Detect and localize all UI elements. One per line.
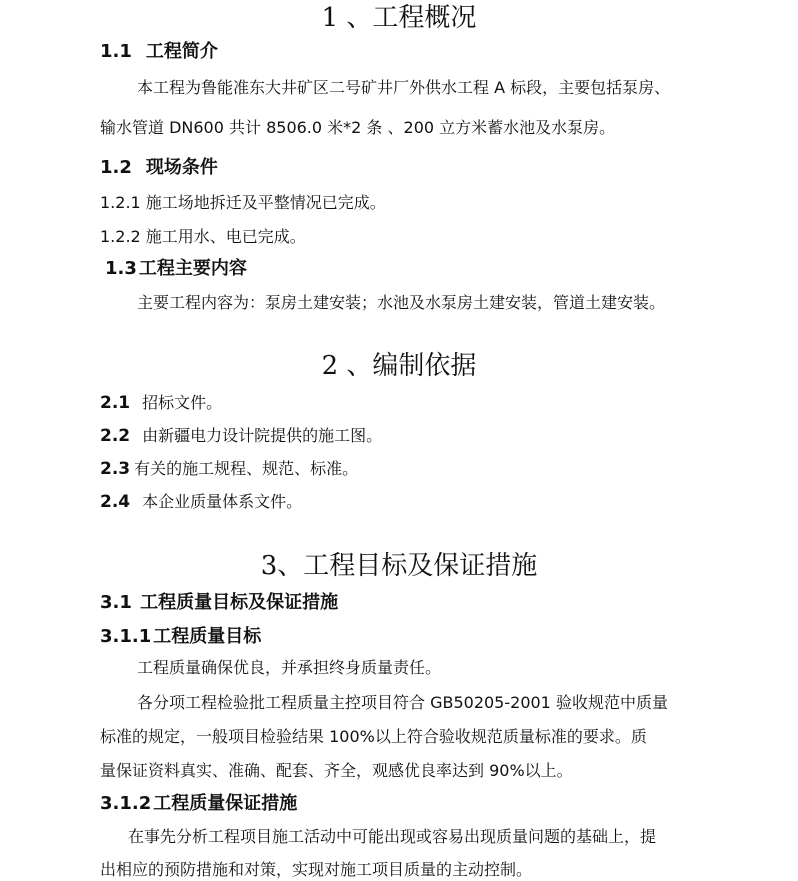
list-item: 1.2.2 施工用水、电已完成。 bbox=[100, 227, 306, 246]
paragraph-line: 标准的规定，一般项目检验结果 100%以上符合验收规范质量标准的要求。质 bbox=[100, 727, 647, 746]
paragraph-line: 本工程为鲁能准东大井矿区二号矿井厂外供水工程 A 标段，主要包括泵房、 bbox=[137, 78, 671, 97]
item-text: 由新疆电力设计院提供的施工图。 bbox=[142, 426, 383, 445]
subsection-title: 工程简介 bbox=[145, 41, 218, 62]
subsection-title: 工程质量目标 bbox=[153, 626, 262, 647]
subsection-number: 1.3 bbox=[105, 258, 137, 279]
subsection-heading-3-1-1 bbox=[100, 625, 261, 649]
paragraph-line: 各分项工程检验批工程质量主控项目符合 GB50205-2001 验收规范中质量 bbox=[137, 693, 668, 712]
item-number: 2.1 bbox=[100, 393, 131, 413]
subsection-number: 3.1.2 bbox=[100, 793, 152, 814]
paragraph-line: 输水管道 DN600 共计 8506.0 米*2 条 、200 立方米蓄水池及水泵房。 bbox=[100, 118, 616, 137]
item-number: 2.3 bbox=[100, 459, 131, 479]
subsection-title: 现场条件 bbox=[145, 157, 218, 178]
subsection-heading-3-1-2 bbox=[100, 792, 297, 816]
list-item bbox=[100, 458, 358, 480]
item-number: 2.2 bbox=[100, 426, 131, 446]
paragraph-line: 工程质量确保优良，并承担终身质量责任。 bbox=[137, 658, 442, 677]
list-item bbox=[100, 491, 302, 513]
section-title-2: 2 、编制依据 bbox=[321, 351, 477, 381]
section-title-1: 1 、工程概况 bbox=[321, 3, 477, 33]
subsection-number: 3.1.1 bbox=[100, 626, 152, 647]
subsection-number: 3.1 bbox=[100, 592, 132, 613]
paragraph-line: 出相应的预防措施和对策，实现对施工项目质量的主动控制。 bbox=[100, 860, 533, 879]
item-text: 有关的施工规程、规范、标准。 bbox=[134, 459, 359, 478]
subsection-heading-1-3 bbox=[105, 257, 247, 281]
list-item bbox=[100, 392, 222, 414]
subsection-number: 1.1 bbox=[100, 41, 132, 62]
paragraph-line: 主要工程内容为：泵房土建安装；水池及水泵房土建安装，管道土建安装。 bbox=[137, 293, 666, 312]
item-text: 招标文件。 bbox=[142, 393, 223, 412]
list-item: 1.2.1 施工场地拆迁及平整情况已完成。 bbox=[100, 193, 386, 212]
section-title-3: 3、工程目标及保证措施 bbox=[260, 551, 538, 581]
paragraph-line: 在事先分析工程项目施工活动中可能出现或容易出现质量问题的基础上，提 bbox=[128, 827, 657, 846]
subsection-number: 1.2 bbox=[100, 157, 132, 178]
paragraph-line: 量保证资料真实、准确、配套、齐全，观感优良率达到 90%以上。 bbox=[100, 761, 573, 780]
subsection-title: 工程质量目标及保证措施 bbox=[140, 592, 339, 613]
subsection-title: 工程质量保证措施 bbox=[153, 793, 298, 814]
item-number: 2.4 bbox=[100, 492, 131, 512]
list-item bbox=[100, 425, 382, 447]
item-text: 本企业质量体系文件。 bbox=[142, 492, 303, 511]
subsection-heading-3-1 bbox=[100, 591, 338, 615]
subsection-heading-1-1 bbox=[100, 40, 218, 64]
subsection-title: 工程主要内容 bbox=[138, 258, 247, 279]
subsection-heading-1-2 bbox=[100, 156, 218, 180]
